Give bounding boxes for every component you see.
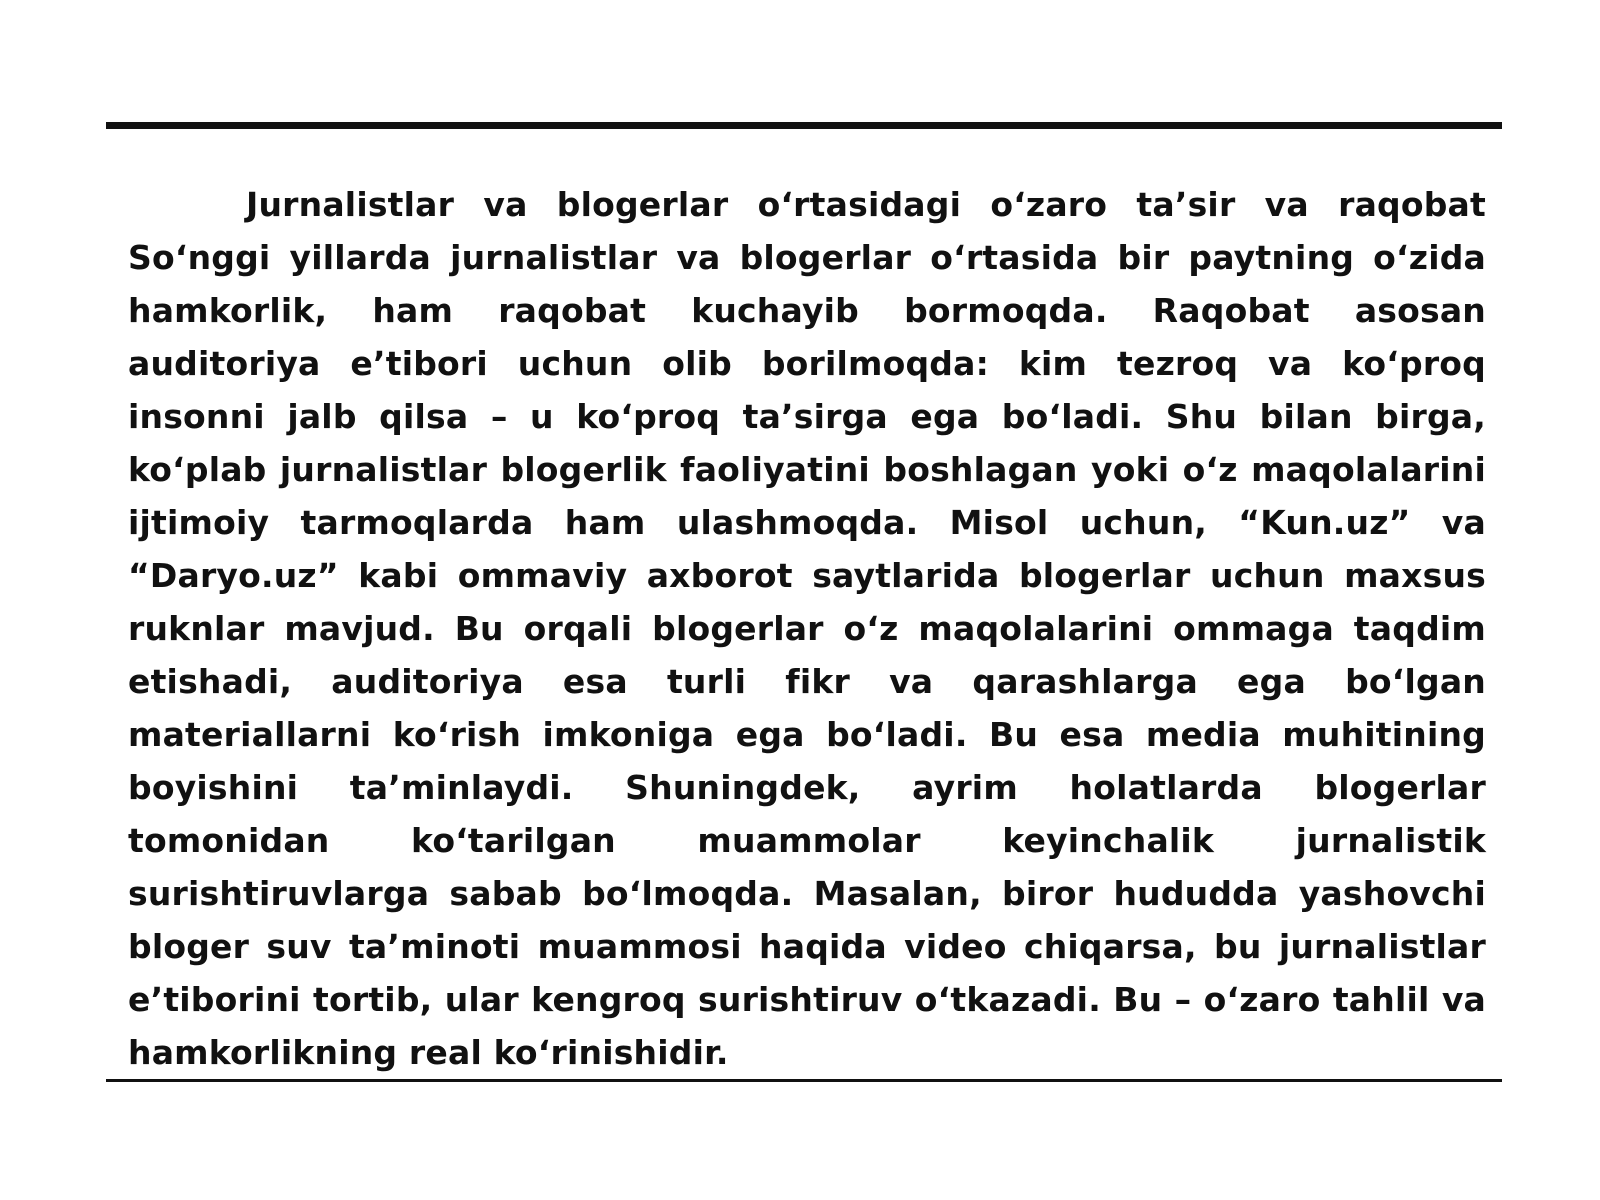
body-paragraph: Jurnalistlar va blogerlar oʻrtasidagi oʻzaro taʼsir va raqobat Soʻnggi yillarda jurnalistlar va blogerlar oʻrtasida bir paytning oʻzida hamkorlik, ham raqobat kuchayib bormoqda. Raqobat asosan auditoriya eʼtibori uchun olib borilmoqda: kim tezroq va koʻproq insonni jalb qilsa – u koʻproq taʼsirga ega boʻladi. Shu bilan birga, koʻplab jurnalistlar blogerlik faoliyatini boshlagan yoki oʻz maqolalarini ijtimoiy tarmoqlarda ham ulashmoqda. Misol uchun, “Kun.uz” va “Daryo.uz” kabi ommaviy axborot saytlarida blogerlar uchun maxsus ruknlar mavjud. Bu orqali blogerlar oʻz maqolalarini ommaga taqdim etishadi, auditoriya esa turli fikr va qarashlarga ega boʻlgan materiallarni koʻrish imkoniga ega boʻladi. Bu esa media muhitining boyishini taʼminlaydi. Shuningdek, ayrim holatlarda blogerlar tomonidan koʻtarilgan muammolar keyinchalik jurnalistik surishtiruvlarga sabab boʻlmoqda. Masalan, biror hududda yashovchi bloger suv taʼminoti muammosi haqida video chiqarsa, bu jurnalistlar eʼtiborini tortib, ular kengroq surishtiruv oʻtkazadi. Bu – oʻzaro tahlil va hamkorlikning real koʻrinishidir. (128, 185, 1486, 1072)
text-block (128, 178, 1486, 1079)
bottom-divider (106, 1079, 1502, 1082)
top-divider (106, 122, 1502, 129)
